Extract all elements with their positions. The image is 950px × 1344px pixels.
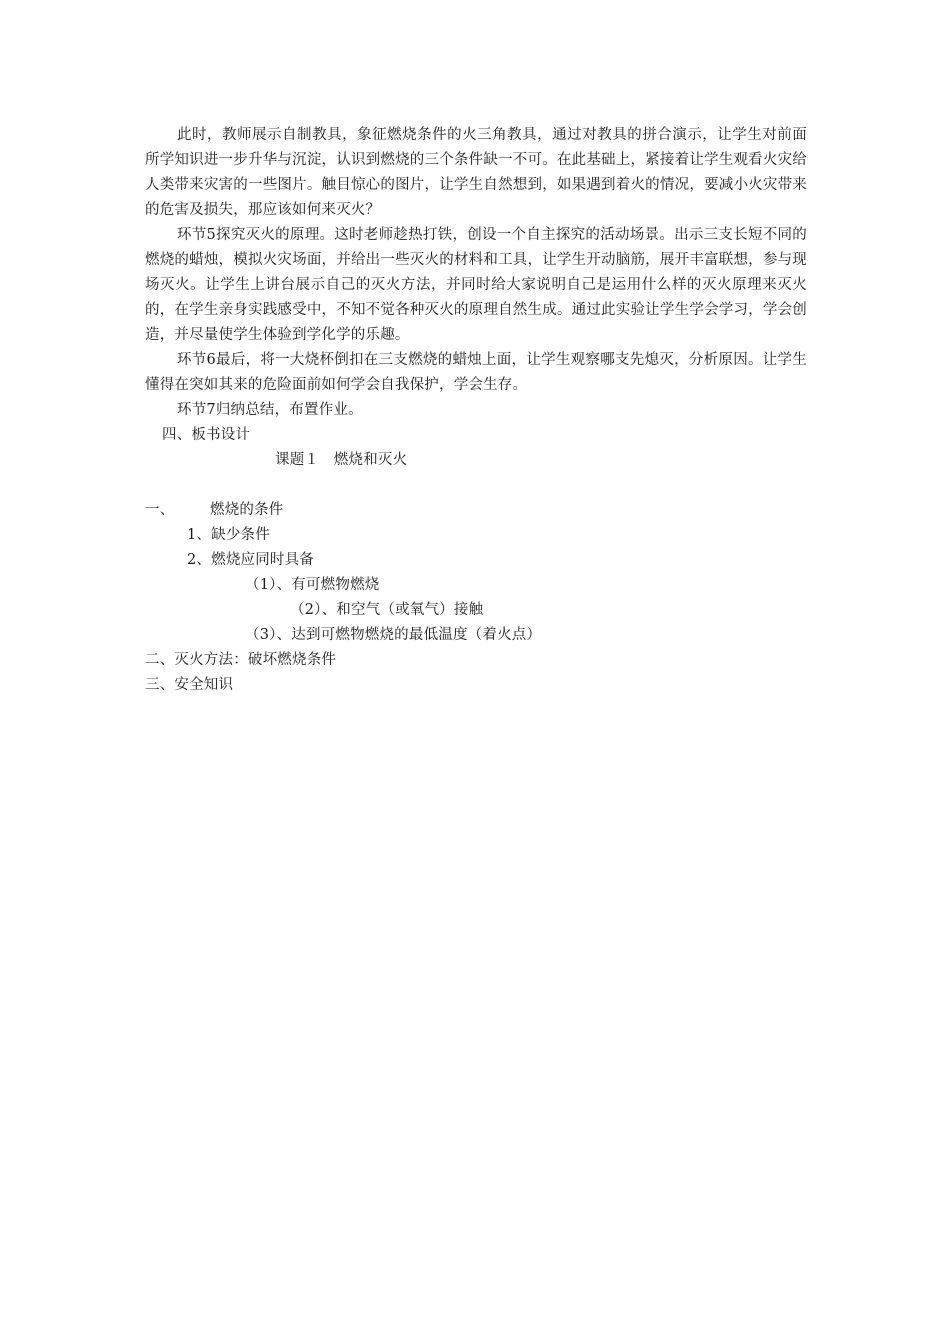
paragraph-step-6: 环节6最后，将一大烧杯倒扣在三支燃烧的蜡烛上面，让学生观察哪支先熄灭，分析原因。让学生懂得在突如其来的危险面前如何学会自我保护，学会生存。 [145,352,807,393]
sub-item-missing-condition: 1、缺少条件 [187,527,270,543]
paragraph-step-7: 环节7归纳总结，布置作业。 [177,402,363,418]
item-2-extinguishing-method: 二、灭火方法：破坏燃烧条件 [145,652,337,668]
item-3-safety-knowledge: 三、安全知识 [145,677,234,693]
item-1-combustion-conditions: 燃烧的条件 [210,502,284,518]
paragraph-fire-triangle-demo: 此时，教师展示自制教具，象征燃烧条件的火三角教具，通过对教具的拼合演示，让学生对前面所学知识进一步升华与沉淀，认识到燃烧的三个条件缺一不可。在此基础上，紧接着让学生观看火灾给人类带来灾害的一些图片。触目惊心的图片，让学生自然想到，如果遇到着火的情况，要减小火灾带来的危害及损失，那应该如何来灭火？ [145,127,807,218]
condition-ignition-point: （3）、达到可燃物燃烧的最低温度（着火点） [245,627,542,643]
paragraph-step-5: 环节5探究灭火的原理。这时老师趁热打铁，创设一个自主探究的活动场景。出示三支长短不同的燃烧的蜡烛，模拟火灾场面，并给出一些灭火的材料和工具，让学生开动脑筋，展开丰富联想，参与现场灭火。让学生上讲台展示自己的灭火方法，并同时给大家说明自己是运用什么样的灭火原理来灭火的，在学生亲身实践感受中，不知不觉各种灭火的原理自然生成。通过此实验让学生学会学习，学会创造，并尽量使学生体验到学化学的乐趣。 [145,227,807,343]
sub-item-simultaneous-conditions: 2、燃烧应同时具备 [187,552,315,568]
board-title: 课题１ 燃烧和灭火 [275,452,408,468]
condition-oxygen-contact: （2）、和空气（或氧气）接触 [290,602,484,618]
item-1-number: 一、 [145,502,175,518]
condition-combustible: （1）、有可燃物燃烧 [245,577,380,593]
section-heading-board-design: 四、板书设计 [162,427,251,443]
